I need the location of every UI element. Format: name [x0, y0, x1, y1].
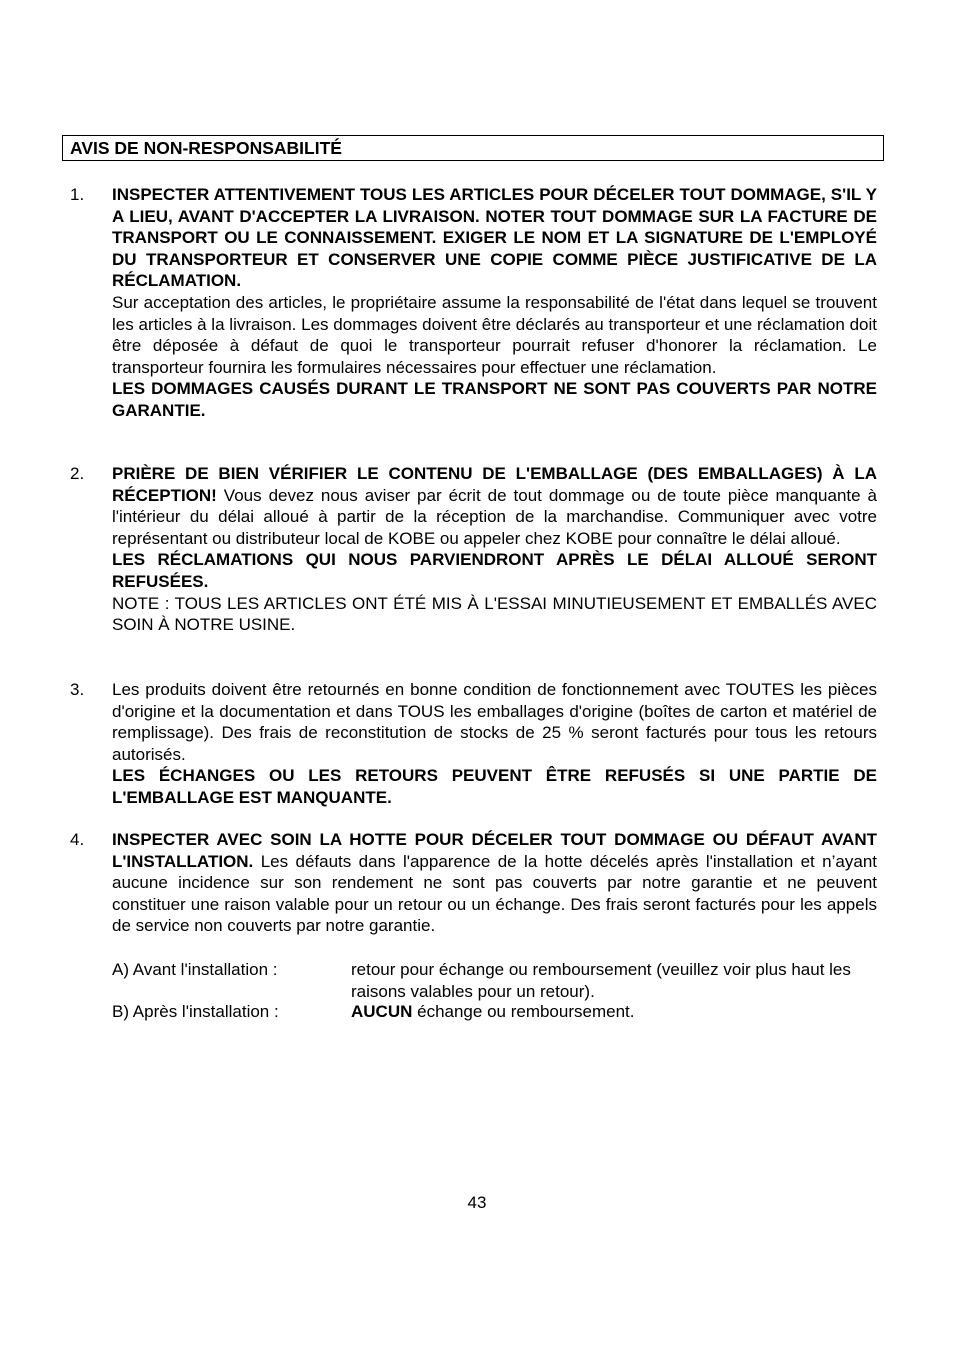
item-body: Les produits doivent être retournés en bonne condition de fonctionnement avec TOUTES les pièces d'origine et la documentation et dans TOUS les emballages d'origine (boîtes de carton et matériel de remplissage). Des frais de reconstitution de stocks de 25 % seront facturés pour tous les retours autorisés. — [112, 680, 877, 764]
section-heading: AVIS DE NON-RESPONSABILITÉ — [62, 135, 884, 161]
option-bold: AUCUN — [351, 1002, 413, 1021]
option-a — [112, 959, 877, 1002]
item-body: Les défauts dans l'apparence de la hotte décelés après l'installation et n’ayant aucune incidence sur son rendement ne sont pas couverts par notre garantie et ne peuvent constituer une raison valable pour un retour ou un échange. Des frais seront facturés pour les appels de service non couverts par notre garantie. — [112, 851, 877, 936]
bold-note: LES DOMMAGES CAUSÉS DURANT LE TRANSPORT NE SONT PAS COUVERTS PAR NOTRE GARANTIE. — [112, 379, 877, 420]
bold-intro: INSPECTER ATTENTIVEMENT TOUS LES ARTICLES POUR DÉCELER TOUT DOMMAGE, S'IL Y A LIEU, AVANT D'ACCEPTER LA LIVRAISON. NOTER TOUT DOMMAGE SUR LA FACTURE DE TRANSPORT OU LE CONNAISSEMENT. EXIGER LE NOM ET LA SIGNATURE DE L'EMPLOYÉ DU TRANSPORTEUR ET CONSERVER UNE COPIE COMME PIÈCE JUSTIFICATIVE DE LA RÉCLAMATION. — [112, 185, 877, 291]
item-note: NOTE : TOUS LES ARTICLES ONT ÉTÉ MIS À L'ESSAI MINUTIEUSEMENT ET EMBALLÉS AVEC SOIN À NOTRE USINE. — [112, 593, 877, 635]
item-number: 1. — [70, 185, 85, 204]
bold-intro: PRIÈRE DE BIEN VÉRIFIER LE CONTENU DE L'EMBALLAGE (DES EMBALLAGES) À LA RÉCEPTION! — [112, 464, 877, 505]
bold-note: LES ÉCHANGES OU LES RETOURS PEUVENT ÊTRE REFUSÉS SI UNE PARTIE DE L'EMBALLAGE EST MANQUANTE. — [112, 766, 877, 807]
list-item-1 — [70, 184, 877, 422]
list-item-3 — [70, 679, 877, 809]
page-number: 43 — [467, 1193, 487, 1212]
option-label: B) Après l'installation : — [112, 1002, 279, 1021]
list-item-2 — [70, 463, 877, 636]
item-number: 4. — [70, 830, 85, 849]
option-text: retour pour échange ou remboursement (veuillez voir plus haut les raisons valables pour un retour). — [351, 960, 851, 1001]
item-body: Sur acceptation des articles, le propriétaire assume la responsabilité de l'état dans lequel se trouvent les articles à la livraison. Les dommages doivent être déclarés au transporteur et une réclamation doit être déposée à défaut de quoi le transporteur pourrait refuser d'honorer la réclamation. Le transporteur fournira les formulaires nécessaires pour effectuer une réclamation. — [112, 292, 877, 377]
item-body: Vous devez nous aviser par écrit de tout dommage ou de toute pièce manquante à l'intérieur du délai alloué à partir de la réception de la marchandise. Communiquer avec votre représentant ou distributeur local de KOBE ou appeler chez KOBE pour connaître le délai alloué. — [112, 485, 877, 548]
bold-note: LES RÉCLAMATIONS QUI NOUS PARVIENDRONT APRÈS LE DÉLAI ALLOUÉ SERONT REFUSÉES. — [112, 550, 877, 591]
list-item-4 — [70, 829, 877, 937]
item-number: 3. — [70, 680, 85, 699]
item-number: 2. — [70, 464, 85, 483]
bold-intro: INSPECTER AVEC SOIN LA HOTTE POUR DÉCELER TOUT DOMMAGE OU DÉFAUT AVANT L'INSTALLATION. — [112, 830, 877, 871]
option-b — [112, 1001, 877, 1023]
option-label: A) Avant l'installation : — [112, 960, 278, 979]
option-text: échange ou remboursement. — [412, 1002, 635, 1021]
